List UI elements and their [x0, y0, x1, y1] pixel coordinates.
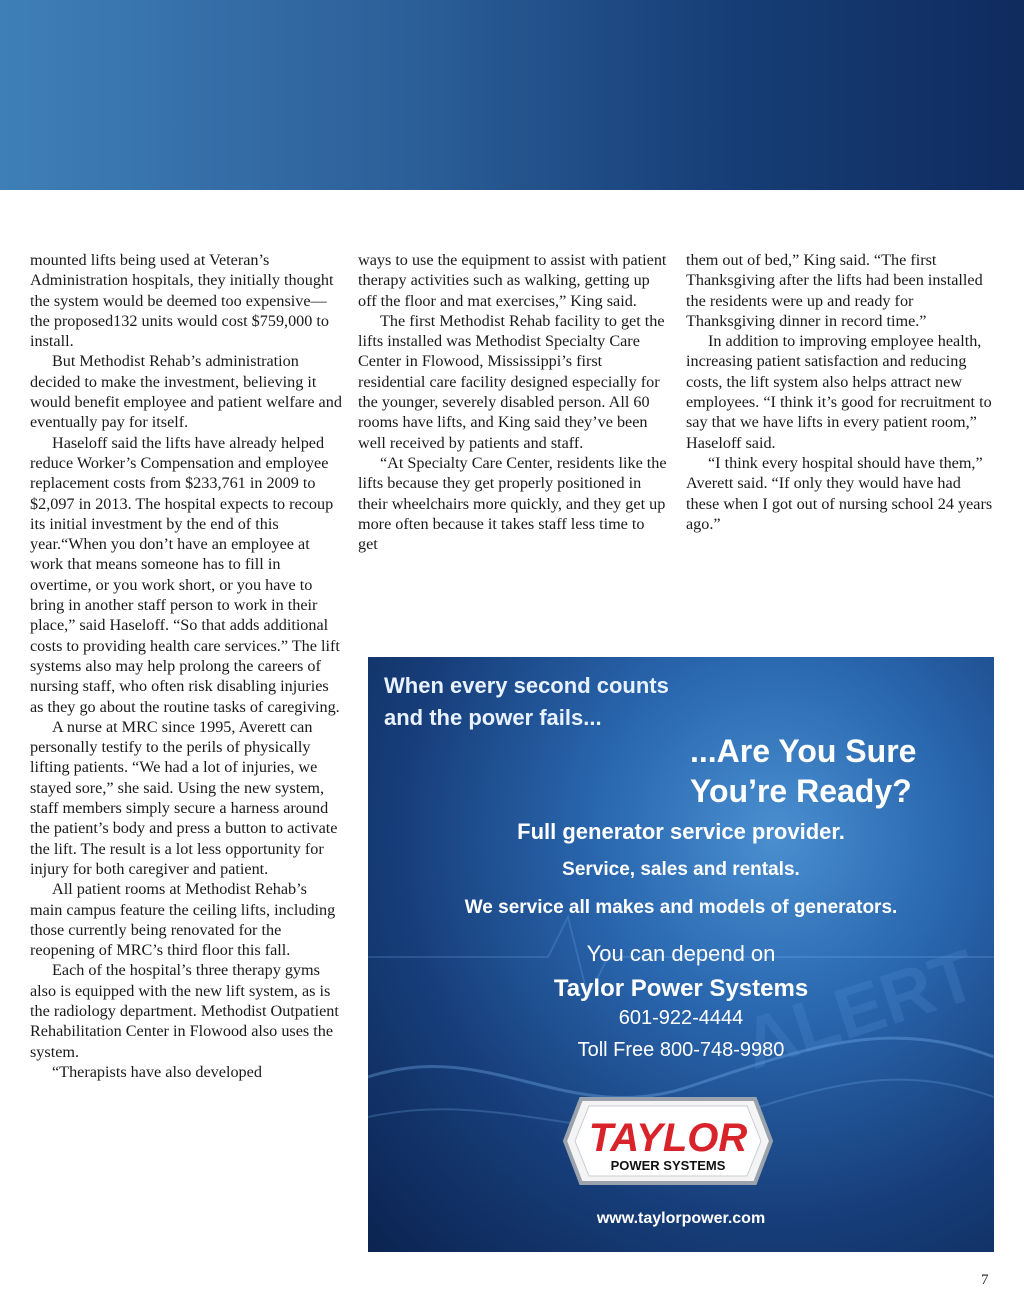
article-column-3 [686, 250, 998, 534]
paragraph: But Methodist Rehab’s administration decided to make the investment, believing it would benefit employee and patient welfare and eventually pay for itself. [30, 352, 342, 432]
ad-phone: 601-922-4444 [618, 1007, 744, 1029]
paragraph: In addition to improving employee health, increasing patient satisfaction and reducing costs, the lift system also helps attract new employees. “I think it’s good for recruitment to say that we have lifts in every patient room,” Haseloff said. [686, 332, 992, 452]
ad-company-name: Taylor Power Systems [553, 975, 809, 1002]
ad-website-link[interactable]: www.taylorpower.com [596, 1210, 766, 1227]
paragraph: them out of bed,” King said. “The first Thanksgiving after the lifts had been installed the residents were up and ready for Thanksgiving dinner in record time.” [686, 251, 983, 330]
logo-sub-text: POWER SYSTEMS [610, 1158, 726, 1173]
paragraph: “I think every hospital should have them,” Averett said. “If only they would have had these when I got out of nursing school 24 years ago.” [686, 453, 993, 533]
paragraph: “At Specialty Care Center, residents like the lifts because they get properly positioned in their wheelchairs more quickly, and they get up more often because it takes staff less time to get [358, 453, 667, 554]
logo-main-text: TAYLOR [588, 1116, 748, 1160]
paragraph: All patient rooms at Methodist Rehab’s main campus feature the ceiling lifts, including those currently being renovated for the reopening of MRC’s third floor this fall. [30, 880, 336, 960]
paragraph: mounted lifts being used at Veteran’s Administration hospitals, they initially thought the system would be deemed too expensive—the proposed132 units would cost $759,000 to install. [30, 251, 334, 351]
ad-question-line-1: ...Are You Sure [690, 733, 917, 769]
taylor-logo [563, 1095, 773, 1187]
ad-service-line-2: Service, sales and rentals. [562, 859, 800, 880]
ad-service-line-1: Full generator service provider. [517, 819, 845, 844]
header-banner [0, 0, 1024, 190]
article-column-1 [30, 250, 342, 1082]
ad-question-line-2: You’re Ready? [690, 773, 912, 809]
ad-service-line-3: We service all makes and models of generators. [464, 897, 898, 918]
paragraph: A nurse at MRC since 1995, Averett can personally testify to the perils of physically lifting patients. “We had a lot of injuries, we stayed sore,” she said. Using the new system, staff members simply secure a harness around the patient’s body and press a button to activate the lift. The result is a lot less opportunity for injury for both caregiver and patient. [30, 717, 338, 878]
ad-headline-line-1: When every second counts [384, 673, 669, 698]
page-number: 7 [981, 1272, 989, 1288]
paragraph: Each of the hospital’s three therapy gyms also is equipped with the new lift system, as is the radiology department. Methodist Outpatient Rehabilitation Center in Flowood also uses the system. [30, 961, 339, 1061]
paragraph: Haseloff said the lifts have already helped reduce Worker’s Compensation and employee replacement costs from $233,761 in 2009 to $2,097 in 2013. The hospital expects to recoup its initial investment by the end of this year.“When you don’t have an employee at work that means someone has to fill in overtime, or you work short, or you have to bring in another staff person to work in their place,” said Haseloff. “So that adds additional costs to providing health care services.” The lift systems also may help prolong the careers of nursing staff, who often risk disabling injuries as they go about the routine tasks of caregiving. [30, 433, 340, 716]
taylor-power-advertisement [368, 657, 994, 1252]
paragraph: The first Methodist Rehab facility to get the lifts installed was Methodist Specialty Care Center in Flowood, Mississippi’s first residential care facility designed especially for the younger, severely disabled person. All 60 rooms have lifts, and King said they’ve been well received by patients and staff. [358, 311, 665, 452]
ad-headline-line-2: and the power fails... [384, 705, 602, 730]
paragraph: ways to use the equipment to assist with patient therapy activities such as walking, getting up off the floor and mat exercises,” King said. [358, 251, 667, 310]
article-column-2 [358, 250, 668, 554]
paragraph: “Therapists have also developed [52, 1062, 262, 1081]
ad-background-word: ALERT [733, 934, 987, 1086]
ad-toll-free: Toll Free 800-748-9980 [577, 1039, 785, 1061]
ad-depend-text: You can depend on [586, 941, 776, 966]
